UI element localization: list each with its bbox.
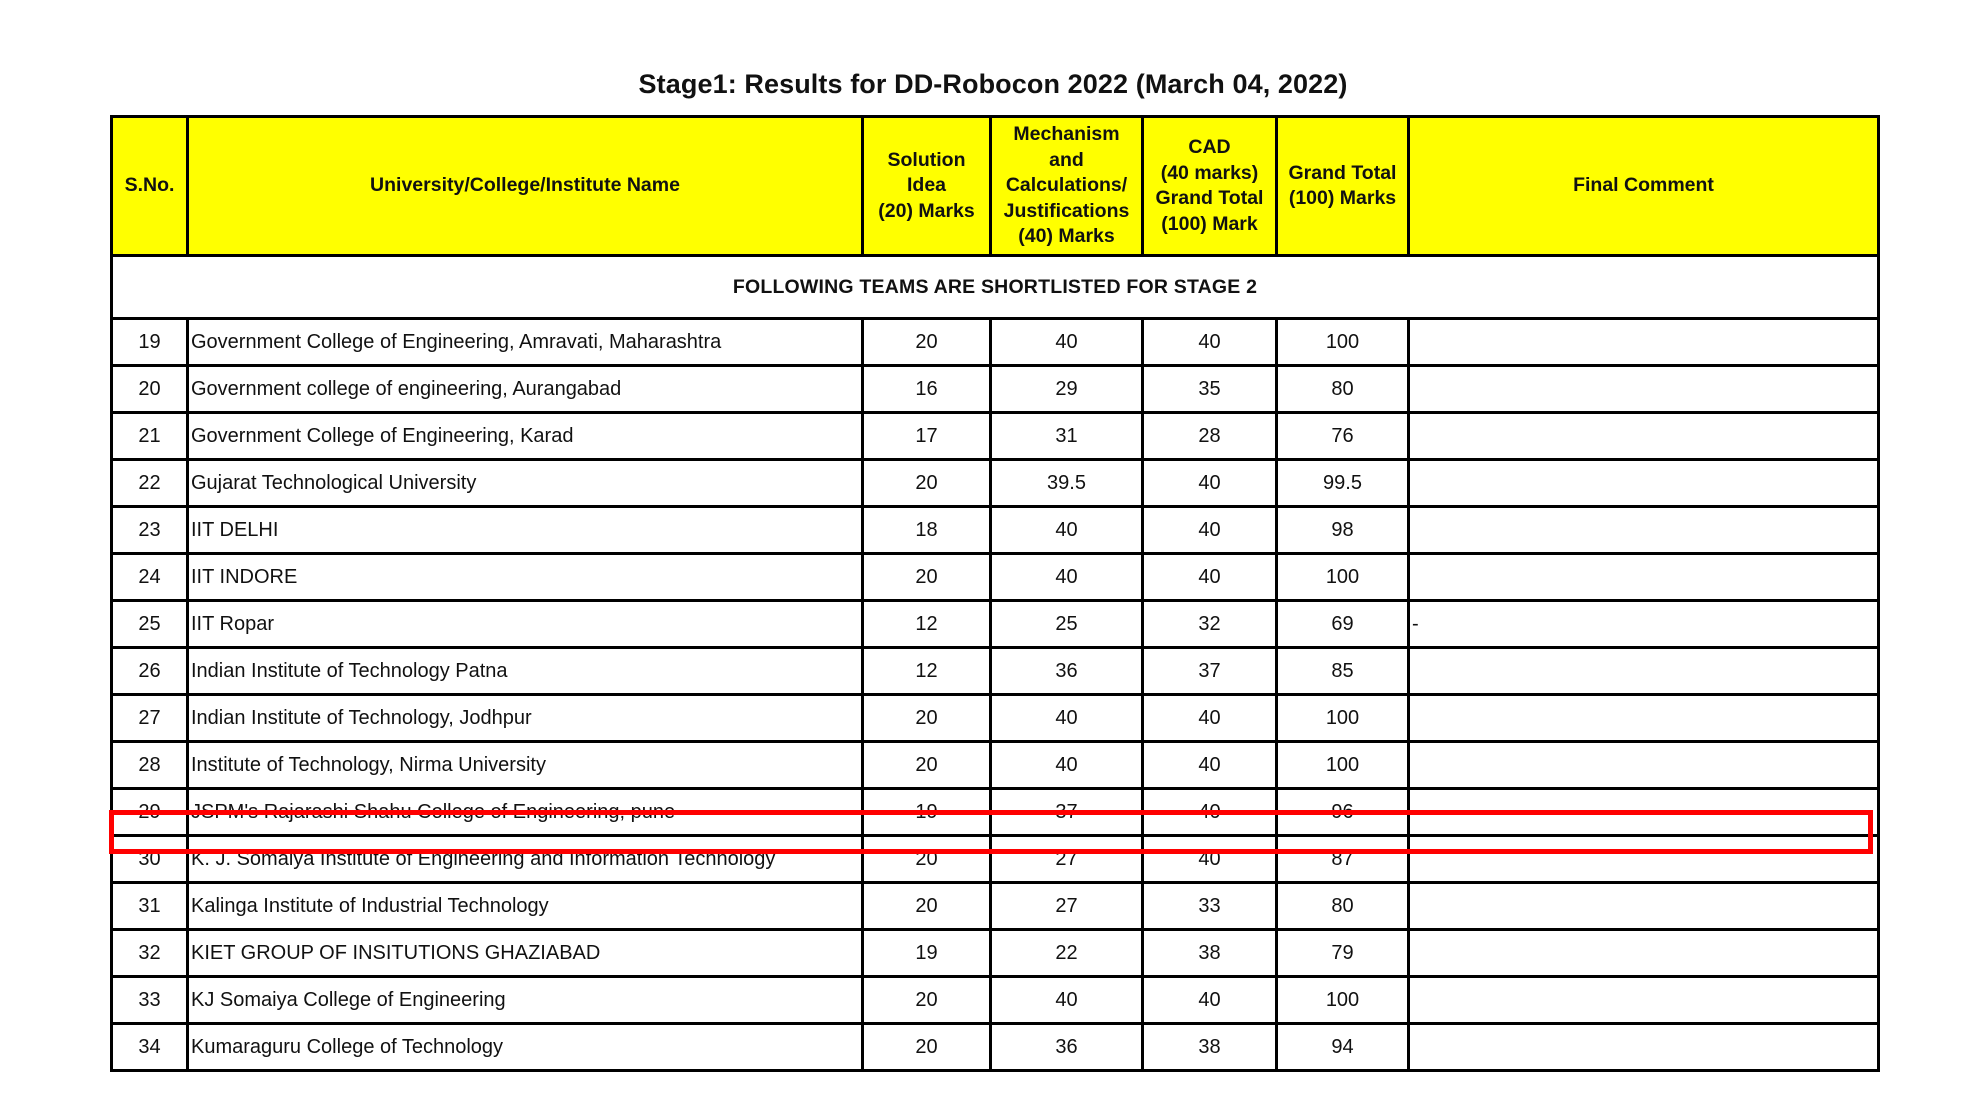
row-solution-marks: 18 — [863, 507, 991, 554]
row-grand-total: 79 — [1277, 930, 1409, 977]
row-mechanism-marks: 40 — [991, 319, 1143, 366]
row-mechanism-marks: 39.5 — [991, 460, 1143, 507]
row-cad-marks: 40 — [1143, 836, 1277, 883]
table-row — [112, 507, 1879, 554]
row-university-name: IIT DELHI — [188, 507, 863, 554]
row-final-comment — [1409, 319, 1879, 366]
row-sno: 30 — [112, 836, 188, 883]
row-solution-marks: 20 — [863, 742, 991, 789]
row-university-name: K. J. Somaiya Institute of Engineering and Information Technology — [188, 836, 863, 883]
row-grand-total: 69 — [1277, 601, 1409, 648]
row-sno: 29 — [112, 789, 188, 836]
row-mechanism-marks: 31 — [991, 413, 1143, 460]
table-row — [112, 883, 1879, 930]
row-grand-total: 99.5 — [1277, 460, 1409, 507]
row-mechanism-marks: 40 — [991, 977, 1143, 1024]
table-row — [112, 601, 1879, 648]
row-solution-marks: 16 — [863, 366, 991, 413]
row-cad-marks: 40 — [1143, 695, 1277, 742]
row-grand-total: 98 — [1277, 507, 1409, 554]
row-cad-marks: 38 — [1143, 1024, 1277, 1071]
row-solution-marks: 20 — [863, 836, 991, 883]
row-sno: 21 — [112, 413, 188, 460]
row-solution-marks: 20 — [863, 460, 991, 507]
row-solution-marks: 20 — [863, 1024, 991, 1071]
row-university-name: Government college of engineering, Aurangabad — [188, 366, 863, 413]
row-mechanism-marks: 25 — [991, 601, 1143, 648]
row-final-comment — [1409, 977, 1879, 1024]
row-university-name: KIET GROUP OF INSITUTIONS GHAZIABAD — [188, 930, 863, 977]
row-grand-total: 87 — [1277, 836, 1409, 883]
row-mechanism-marks: 40 — [991, 554, 1143, 601]
row-sno: 20 — [112, 366, 188, 413]
row-university-name: Government College of Engineering, Amravati, Maharashtra — [188, 319, 863, 366]
row-final-comment — [1409, 507, 1879, 554]
row-solution-marks: 12 — [863, 648, 991, 695]
row-sno: 33 — [112, 977, 188, 1024]
row-grand-total: 100 — [1277, 554, 1409, 601]
row-grand-total: 96 — [1277, 789, 1409, 836]
row-final-comment: - — [1409, 601, 1879, 648]
row-final-comment — [1409, 460, 1879, 507]
row-sno: 28 — [112, 742, 188, 789]
row-final-comment — [1409, 836, 1879, 883]
row-final-comment — [1409, 930, 1879, 977]
row-solution-marks: 20 — [863, 883, 991, 930]
table-row — [112, 648, 1879, 695]
row-mechanism-marks: 36 — [991, 1024, 1143, 1071]
row-solution-marks: 19 — [863, 789, 991, 836]
section-heading: FOLLOWING TEAMS ARE SHORTLISTED FOR STAGE 2 — [112, 256, 1879, 319]
header-grand-total: Grand Total (100) Marks — [1277, 117, 1409, 256]
row-mechanism-marks: 40 — [991, 507, 1143, 554]
row-grand-total: 100 — [1277, 319, 1409, 366]
row-solution-marks: 17 — [863, 413, 991, 460]
table-row — [112, 460, 1879, 507]
row-cad-marks: 40 — [1143, 460, 1277, 507]
row-mechanism-marks: 40 — [991, 742, 1143, 789]
row-grand-total: 85 — [1277, 648, 1409, 695]
row-sno: 24 — [112, 554, 188, 601]
row-university-name: Government College of Engineering, Karad — [188, 413, 863, 460]
header-cad: CAD (40 marks) Grand Total (100) Mark — [1143, 117, 1277, 256]
header-solution: Solution Idea (20) Marks — [863, 117, 991, 256]
header-sno: S.No. — [112, 117, 188, 256]
row-sno: 23 — [112, 507, 188, 554]
row-sno: 22 — [112, 460, 188, 507]
row-mechanism-marks: 29 — [991, 366, 1143, 413]
header-row — [112, 117, 1879, 256]
section-heading-row — [112, 256, 1879, 319]
row-cad-marks: 40 — [1143, 554, 1277, 601]
header-final-comment: Final Comment — [1409, 117, 1879, 256]
row-solution-marks: 20 — [863, 695, 991, 742]
row-sno: 27 — [112, 695, 188, 742]
row-university-name: Gujarat Technological University — [188, 460, 863, 507]
row-sno: 34 — [112, 1024, 188, 1071]
table-row — [112, 977, 1879, 1024]
table-row — [112, 742, 1879, 789]
table-row-highlighted — [112, 789, 1879, 836]
row-mechanism-marks: 37 — [991, 789, 1143, 836]
row-university-name: JSPM's Rajarashi Shahu College of Engineering, pune — [188, 789, 863, 836]
row-grand-total: 76 — [1277, 413, 1409, 460]
row-final-comment — [1409, 366, 1879, 413]
header-name: University/College/Institute Name — [188, 117, 863, 256]
row-university-name: Indian Institute of Technology, Jodhpur — [188, 695, 863, 742]
row-final-comment — [1409, 789, 1879, 836]
row-sno: 19 — [112, 319, 188, 366]
row-solution-marks: 20 — [863, 977, 991, 1024]
row-solution-marks: 19 — [863, 930, 991, 977]
table-row — [112, 836, 1879, 883]
row-cad-marks: 40 — [1143, 319, 1277, 366]
table-row — [112, 1024, 1879, 1071]
row-mechanism-marks: 36 — [991, 648, 1143, 695]
row-solution-marks: 12 — [863, 601, 991, 648]
row-final-comment — [1409, 413, 1879, 460]
row-university-name: IIT INDORE — [188, 554, 863, 601]
results-table — [110, 115, 1880, 1072]
table-row — [112, 413, 1879, 460]
row-mechanism-marks: 22 — [991, 930, 1143, 977]
row-cad-marks: 28 — [1143, 413, 1277, 460]
table-row — [112, 930, 1879, 977]
row-final-comment — [1409, 554, 1879, 601]
row-cad-marks: 40 — [1143, 507, 1277, 554]
row-cad-marks: 40 — [1143, 977, 1277, 1024]
row-final-comment — [1409, 742, 1879, 789]
row-grand-total: 100 — [1277, 742, 1409, 789]
row-university-name: KJ Somaiya College of Engineering — [188, 977, 863, 1024]
row-grand-total: 80 — [1277, 366, 1409, 413]
row-cad-marks: 33 — [1143, 883, 1277, 930]
row-sno: 26 — [112, 648, 188, 695]
row-grand-total: 100 — [1277, 695, 1409, 742]
row-solution-marks: 20 — [863, 319, 991, 366]
row-university-name: IIT Ropar — [188, 601, 863, 648]
row-university-name: Kalinga Institute of Industrial Technology — [188, 883, 863, 930]
row-grand-total: 80 — [1277, 883, 1409, 930]
row-university-name: Kumaraguru College of Technology — [188, 1024, 863, 1071]
table-row — [112, 319, 1879, 366]
row-mechanism-marks: 27 — [991, 883, 1143, 930]
row-final-comment — [1409, 883, 1879, 930]
row-final-comment — [1409, 1024, 1879, 1071]
row-final-comment — [1409, 648, 1879, 695]
page-title: Stage1: Results for DD-Robocon 2022 (March 04, 2022) — [638, 69, 1348, 99]
row-sno: 32 — [112, 930, 188, 977]
row-sno: 31 — [112, 883, 188, 930]
header-mechanism: Mechanism and Calculations/ Justifications (40) Marks — [991, 117, 1143, 256]
row-cad-marks: 35 — [1143, 366, 1277, 413]
row-sno: 25 — [112, 601, 188, 648]
row-cad-marks: 38 — [1143, 930, 1277, 977]
row-solution-marks: 20 — [863, 554, 991, 601]
row-final-comment — [1409, 695, 1879, 742]
row-cad-marks: 37 — [1143, 648, 1277, 695]
table-row — [112, 366, 1879, 413]
row-cad-marks: 32 — [1143, 601, 1277, 648]
row-university-name: Indian Institute of Technology Patna — [188, 648, 863, 695]
row-university-name: Institute of Technology, Nirma University — [188, 742, 863, 789]
row-grand-total: 100 — [1277, 977, 1409, 1024]
row-cad-marks: 40 — [1143, 789, 1277, 836]
row-grand-total: 94 — [1277, 1024, 1409, 1071]
row-mechanism-marks: 27 — [991, 836, 1143, 883]
table-row — [112, 695, 1879, 742]
row-mechanism-marks: 40 — [991, 695, 1143, 742]
row-cad-marks: 40 — [1143, 742, 1277, 789]
table-row — [112, 554, 1879, 601]
